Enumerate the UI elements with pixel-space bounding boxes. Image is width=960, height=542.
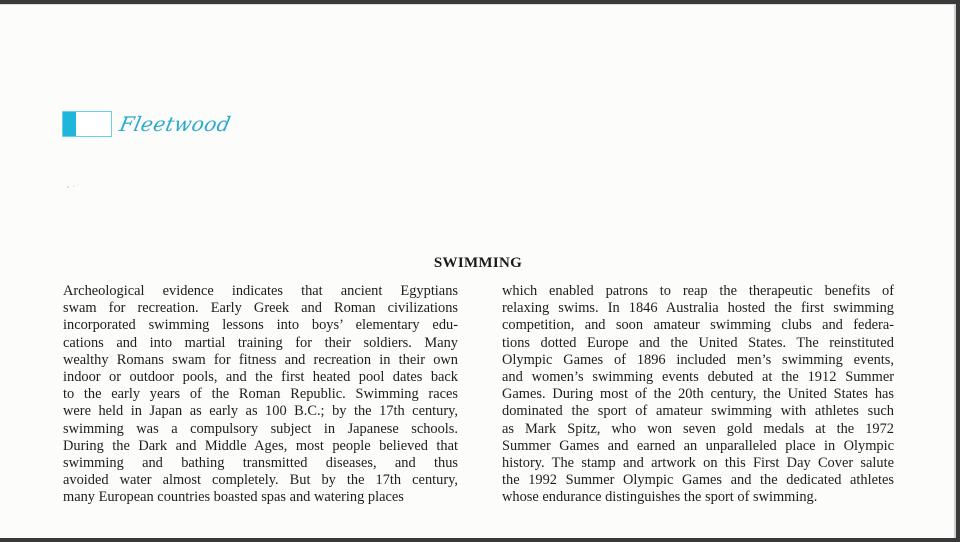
text-line: tions dotted Europe and the United States. The reinstituted: [502, 334, 894, 351]
text-line: dominated the sport of amateur swimming with athletes such: [502, 403, 894, 420]
first-day-cover-card: [0, 4, 956, 538]
article-title: SWIMMING: [433, 255, 523, 271]
text-line: Summer Games and earned an unparalleled place in Olympic: [502, 437, 894, 454]
text-line: swimming and bathing transmitted diseases, and thus: [63, 454, 458, 471]
text-line: swimming was a compulsory subject in Japanese schools.: [63, 420, 458, 437]
logo-wordmark: Fleetwood: [117, 112, 234, 136]
text-line: incorporated swimming lessons into boys’ elementary edu-: [63, 317, 458, 334]
fleetwood-logo: [62, 111, 262, 141]
text-line: Olympic Games of 1896 included men’s swimming events,: [502, 351, 894, 368]
text-line: wealthy Romans swam for fitness and recreation in their own: [63, 351, 458, 368]
text-line: which enabled patrons to reap the therapeutic benefits of: [502, 283, 894, 299]
text-line: indoor or outdoor pools, and the first heated pool dates back: [63, 368, 458, 385]
text-line: many European countries boasted spas and watering places: [63, 489, 404, 506]
logo-box-mark: [62, 111, 112, 137]
text-line: as Mark Spitz, who won seven gold medals at the 1972: [502, 420, 894, 437]
logo-box-fill: [63, 112, 76, 136]
article-column-left: [63, 283, 458, 506]
text-line: and women’s swimming events debuted at the 1912 Summer: [502, 368, 894, 385]
text-line: cations and into martial training for their soldiers. Many: [63, 334, 458, 351]
text-line: history. The stamp and artwork on this First Day Cover salute: [502, 454, 894, 471]
text-line: Archeological evidence indicates that ancient Egyptians: [63, 283, 458, 299]
article-column-right: [502, 283, 894, 506]
text-line: whose endurance distinguishes the sport of swimming.: [502, 489, 818, 506]
text-line: competition, and soon amateur swimming clubs and federa-: [502, 317, 894, 334]
text-line: relaxing swims. In 1846 Australia hosted the first swimming: [502, 300, 894, 317]
text-line: During the Dark and Middle Ages, most people believed that: [63, 437, 458, 454]
paper-speck: [64, 181, 110, 189]
text-line: the 1992 Summer Olympic Games and the dedicated athletes: [502, 472, 894, 489]
text-line: to the early years of the Roman Republic. Swimming races: [63, 386, 458, 403]
text-line: were held in Japan as early as 100 B.C.; by the 17th century,: [63, 403, 458, 420]
text-line: Games. During most of the 20th century, the United States has: [502, 386, 894, 403]
text-line: swam for recreation. Early Greek and Roman civilizations: [63, 300, 458, 317]
text-line: avoided water almost completely. But by the 17th century,: [63, 472, 458, 489]
